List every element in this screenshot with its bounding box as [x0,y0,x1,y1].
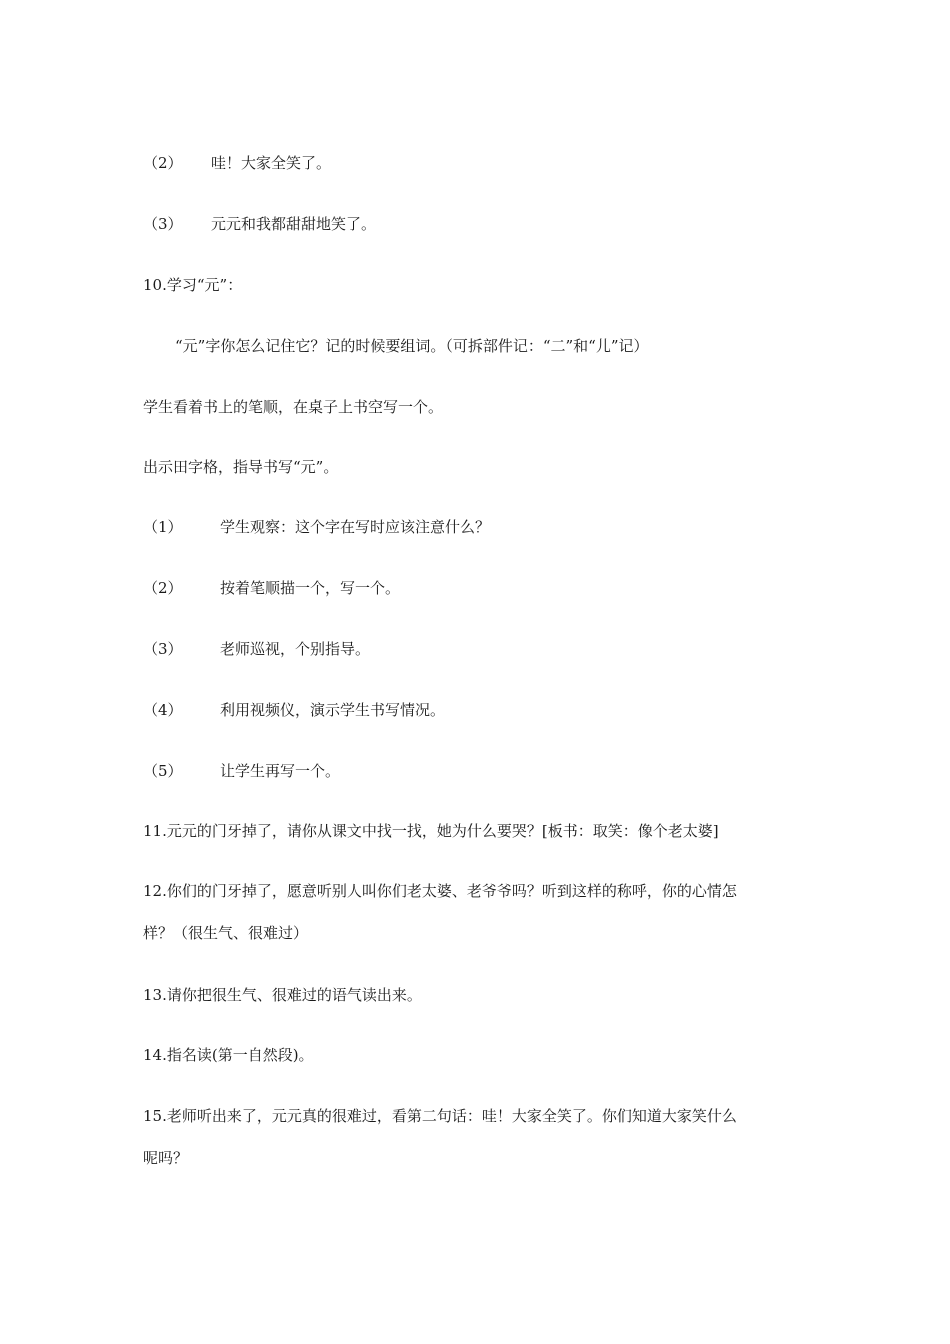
item-number: （3） [143,215,183,233]
paragraph: 出示田字格，指导书写“元”。 [143,458,339,476]
paragraph: 11.元元的门牙掉了，请你从课文中找一找，她为什么要哭？[板书：取笑：像个老太婆] [143,822,719,840]
paragraph-continuation: 样？（很生气、很难过） [143,924,309,942]
item-text: 哇！大家全笑了。 [211,154,332,172]
item-text: 利用视频仪，演示学生书写情况。 [220,701,446,719]
paragraph: 15.老师听出来了，元元真的很难过，看第二句话：哇！大家全笑了。你们知道大家笑什么 [143,1107,737,1125]
paragraph: “元”字你怎么记住它？记的时候要组词。（可拆部件记：“二”和“儿”记） [175,337,649,355]
item-text: 按着笔顺描一个，写一个。 [220,579,401,597]
list-item [143,153,331,173]
item-text: 老师巡视，个别指导。 [220,640,371,658]
item-number: （2） [143,579,183,597]
item-text: 学生观察：这个字在写时应该注意什么？ [220,518,491,536]
item-text: 让学生再写一个。 [220,762,341,780]
paragraph: 12.你们的门牙掉了，愿意听别人叫你们老太婆、老爷爷吗？听到这样的称呼，你的心情怎 [143,882,737,900]
paragraph: 13.请你把很生气、很难过的语气读出来。 [143,986,422,1004]
list-item [143,761,340,781]
item-number: （4） [143,701,183,719]
list-item [143,700,445,720]
item-text: 元元和我都甜甜地笑了。 [211,215,377,233]
paragraph: 学生看着书上的笔顺，在桌子上书空写一个。 [143,398,444,416]
section-heading: 10.学习“元”： [143,276,243,294]
item-number: （5） [143,762,183,780]
item-number: （2） [143,154,183,172]
list-item [143,578,400,598]
item-number: （1） [143,518,183,536]
item-number: （3） [143,640,183,658]
list-item [143,639,370,659]
list-item [143,214,376,234]
paragraph: 14.指名读(第一自然段)。 [143,1046,314,1064]
list-item [143,517,490,537]
paragraph-continuation: 呢吗？ [143,1149,189,1167]
